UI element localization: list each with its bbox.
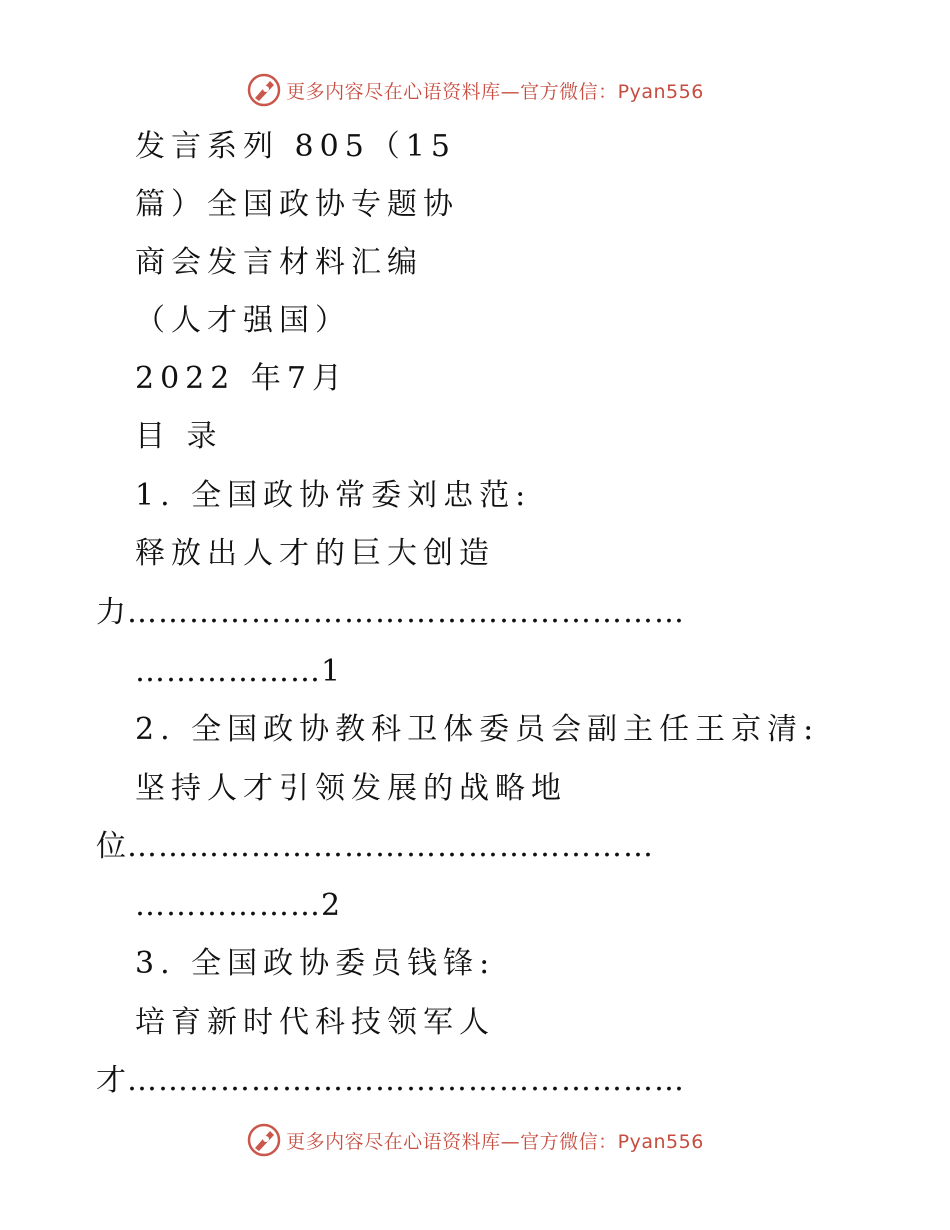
footer-watermark: [0, 1120, 950, 1160]
toc-item-1-page: ………………1: [135, 654, 342, 689]
toc-item-1-title: 释放出人才的巨大创造: [135, 536, 495, 571]
toc-item-1-speaker: 1. 全国政协常委刘忠范:: [135, 478, 532, 513]
toc-item-2-speaker: 2. 全国政协教科卫体委员会副主任王京清:: [135, 712, 820, 747]
doc-title-line-1: 发言系列 805（15: [135, 129, 456, 164]
toc-item-3-title: 培育新时代科技领军人: [135, 1005, 495, 1040]
doc-date: 2022 年7月: [135, 361, 348, 396]
toc-item-3-leader: 才………………………………………………: [96, 1063, 685, 1098]
pen-logo-icon: [246, 1122, 282, 1158]
toc-item-3-speaker: 3. 全国政协委员钱锋:: [135, 946, 496, 981]
watermark-text: 更多内容尽在心语资料库—官方微信：Pyan556: [286, 1130, 704, 1153]
toc-heading: 目 录: [135, 419, 223, 454]
pen-logo-icon: [246, 72, 282, 108]
toc-item-1-leader: 力………………………………………………: [96, 595, 685, 630]
toc-item-2-leader: 位……………………………………………: [96, 829, 654, 864]
doc-title-line-2: 篇）全国政协专题协: [135, 187, 459, 222]
toc-item-2-page: ………………2: [135, 888, 342, 923]
watermark-text: 更多内容尽在心语资料库—官方微信：Pyan556: [286, 80, 704, 103]
doc-title-line-4: （人才强国）: [135, 303, 351, 338]
header-watermark: [0, 70, 950, 110]
doc-title-line-3: 商会发言材料汇编: [135, 245, 423, 280]
toc-item-2-title: 坚持人才引领发展的战略地: [135, 771, 567, 806]
